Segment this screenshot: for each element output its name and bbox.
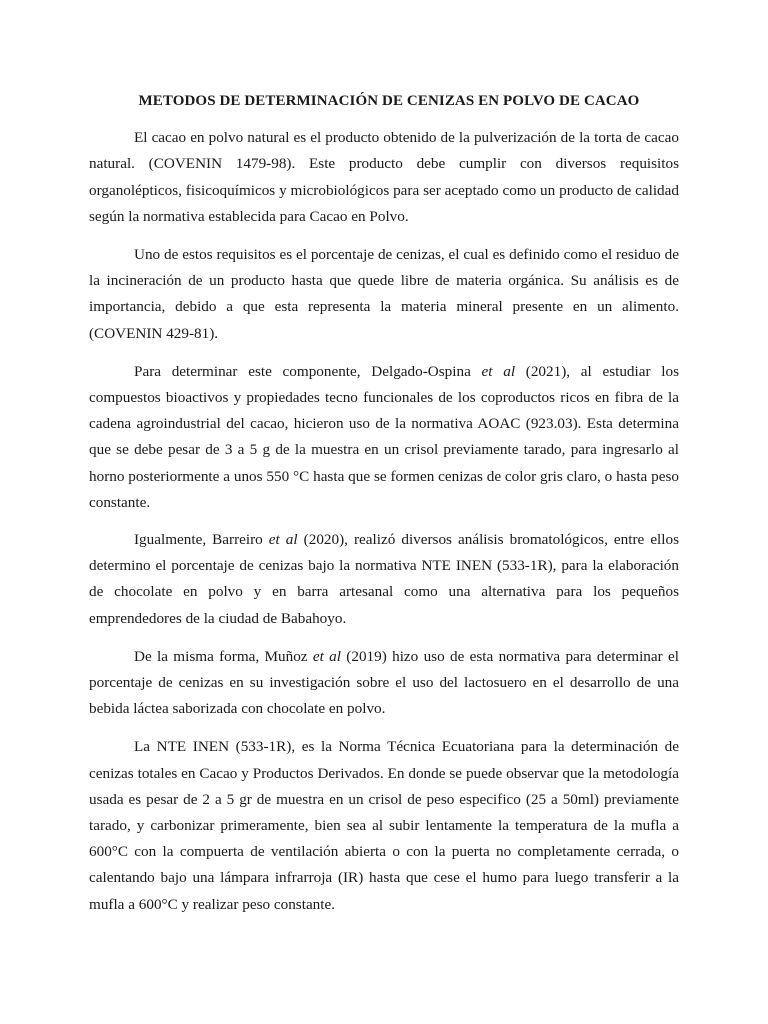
paragraph-4-et-al: et al: [268, 531, 298, 549]
paragraph-3-et-al: et al: [481, 362, 516, 380]
paragraph-5-text-a: De la misma forma, Muñoz: [134, 647, 313, 665]
paragraph-5-et-al: et al: [312, 647, 341, 665]
paragraph-3-text-b: (2021), al estudiar los compuestos bioactivos y propiedades tecno funcionales de los coproductos ricos en fibra de la cadena agroindustrial del cacao, hicieron uso de la normativa AOAC (923.03). Esta determina que se debe pesar de 3 a 5 g de la muestra en un crisol previamente tarado, para ingresarlo al horno posteriormente a unos 550 °C hasta que se formen cenizas de color gris claro, o hasta peso constante.: [89, 362, 679, 511]
paragraph-2: Uno de estos requisitos es el porcentaje de cenizas, el cual es definido como el residuo de la incineración de un producto hasta que quede libre de materia orgánica. Su análisis es de importancia, debido a que esta representa la materia mineral presente en un alimento. (COVENIN 429-81).: [89, 246, 679, 342]
paragraph-1: El cacao en polvo natural es el producto obtenido de la pulverización de la torta de cacao natural. (COVENIN 1479-98). Este producto debe cumplir con diversos requisitos organolépticos, fisicoquímicos y microbiológicos para ser aceptado como un producto de calidad según la normativa establecida para Cacao en Polvo.: [89, 129, 679, 225]
paragraph-5: [89, 644, 679, 723]
paragraph-4: [89, 527, 679, 632]
paragraph-3-text-a: Para determinar este componente, Delgado-Ospina: [134, 362, 482, 380]
paragraph-6: La NTE INEN (533-1R), es la Norma Técnica Ecuatoriana para la determinación de cenizas totales en Cacao y Productos Derivados. En donde se puede observar que la metodología usada es pesar de 2 a 5 gr de muestra en un crisol de peso especifico (25 a 50ml) previamente tarado, y carbonizar primeramente, bien sea al subir lentamente la temperatura de la mufla a 600°C con la compuerta de ventilación abierta o con la puerta no completamente cerrada, o calentando bajo una lámpara infrarroja (IR) hasta que cese el humo para luego transferir a la mufla a 600°C y realizar peso constante.: [89, 738, 679, 913]
paragraph-4-text-a: Igualmente, Barreiro: [134, 531, 269, 549]
document-body: [89, 88, 679, 930]
paragraph-3: [89, 359, 679, 516]
paragraph-5-text-b: (2019) hizo uso de esta normativa para determinar el porcentaje de cenizas en su investigación sobre el uso del lactosuero en el desarrollo de una bebida láctea saborizada con chocolate en polvo.: [89, 647, 679, 718]
paragraph-4-text-b: (2020), realizó diversos análisis bromatológicos, entre ellos determino el porcentaje de cenizas bajo la normativa NTE INEN (533-1R), para la elaboración de chocolate en polvo y en barra artesanal como una alternativa para los pequeños emprendedores de la ciudad de Babahoyo.: [89, 531, 680, 627]
document-title: METODOS DE DETERMINACIÓN DE CENIZAS EN POLVO DE CACAO: [138, 93, 640, 109]
